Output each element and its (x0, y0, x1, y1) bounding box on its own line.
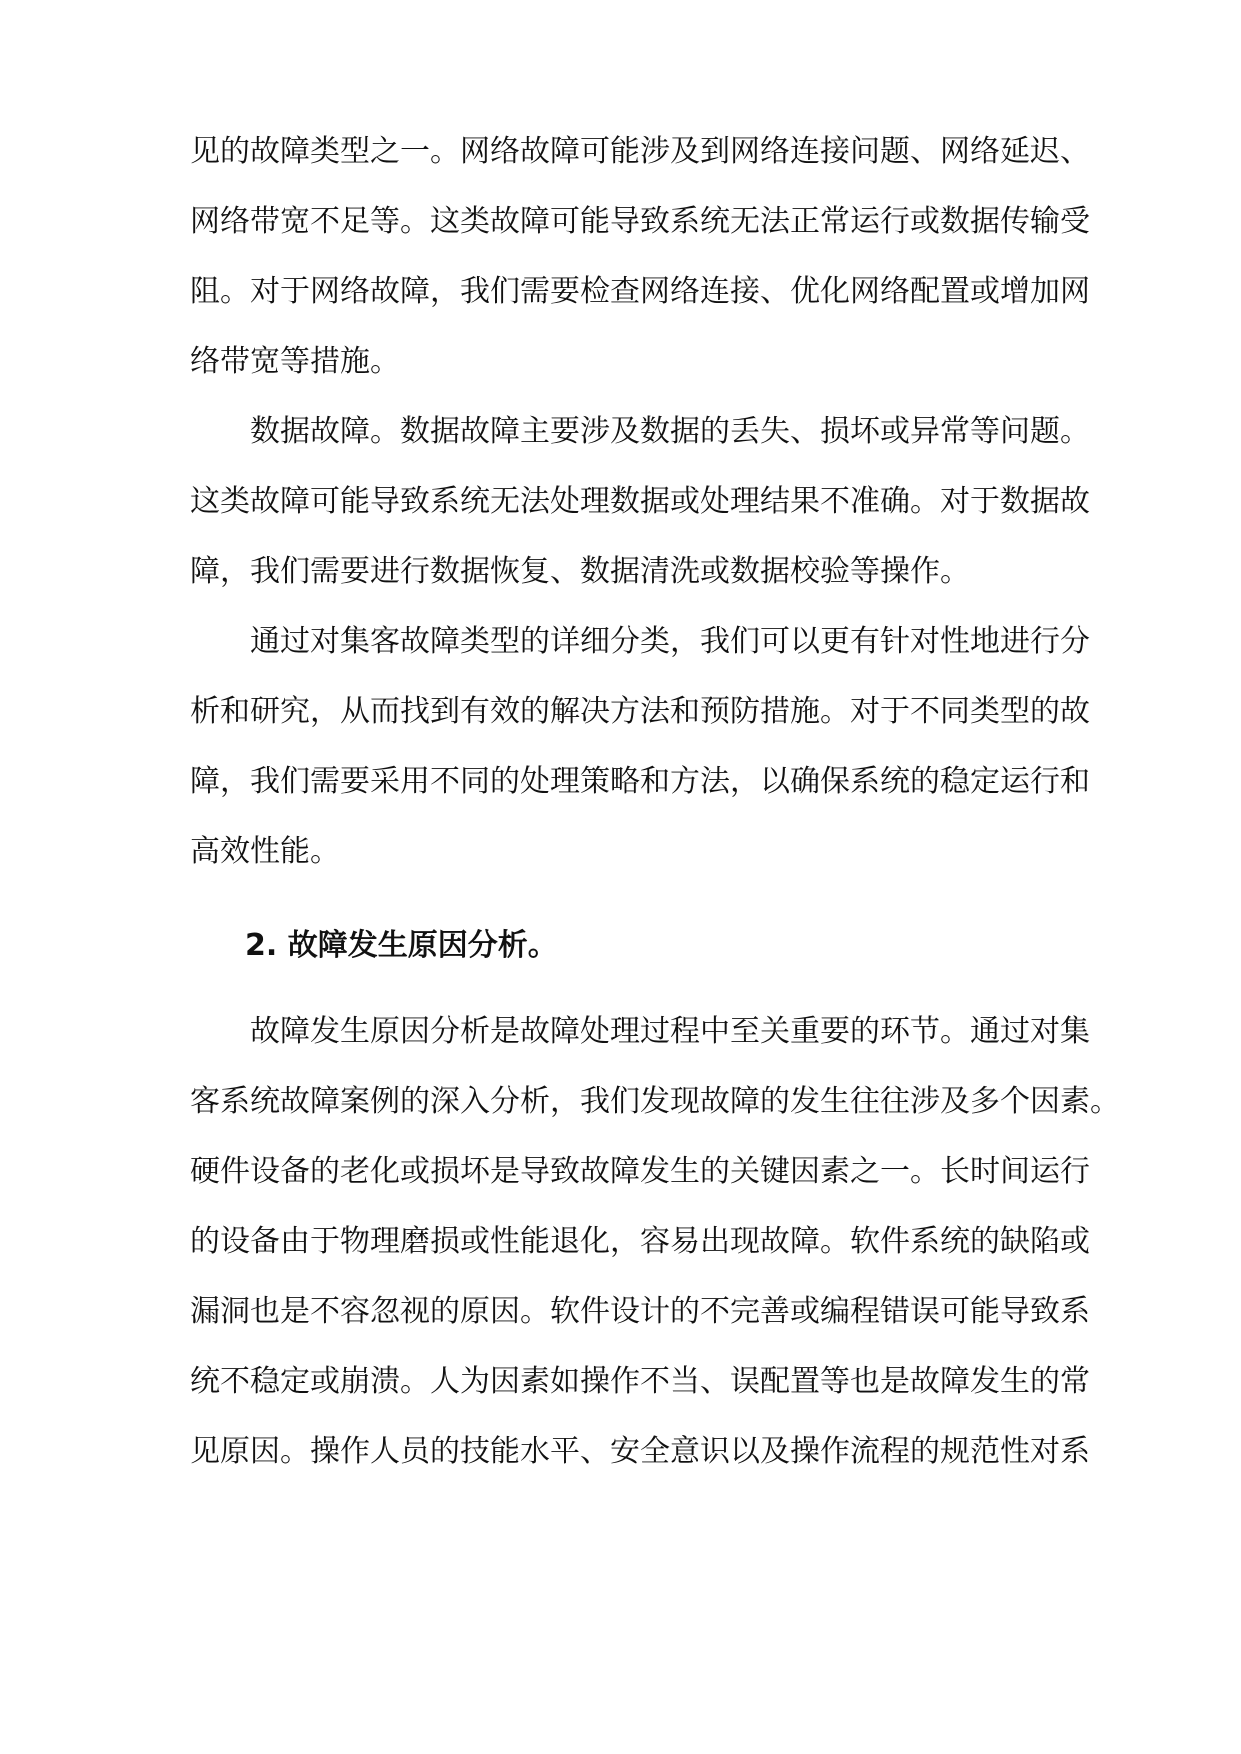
text-line: 络带宽等措施。 (190, 344, 400, 379)
text-line: 的设备由于物理磨损或性能退化，容易出现故障。软件系统的缺陷或 (190, 1224, 1090, 1259)
text-line: 故障发生原因分析是故障处理过程中至关重要的环节。通过对集 (250, 1014, 1090, 1049)
text-line: 硬件设备的老化或损坏是导致故障发生的关键因素之一。长时间运行 (190, 1154, 1090, 1189)
text-line: 阻。对于网络故障，我们需要检查网络连接、优化网络配置或增加网 (190, 274, 1090, 309)
text-line: 见的故障类型之一。网络故障可能涉及到网络连接问题、网络延迟、 (190, 134, 1090, 169)
text-line: 障，我们需要进行数据恢复、数据清洗或数据校验等操作。 (190, 554, 970, 589)
text-line: 析和研究，从而找到有效的解决方法和预防措施。对于不同类型的故 (190, 694, 1090, 729)
text-line: 通过对集客故障类型的详细分类，我们可以更有针对性地进行分 (250, 624, 1090, 659)
section-heading: 2. 故障发生原因分析。 (245, 928, 558, 963)
text-line: 见原因。操作人员的技能水平、安全意识以及操作流程的规范性对系 (190, 1434, 1090, 1469)
text-line: 数据故障。数据故障主要涉及数据的丢失、损坏或异常等问题。 (250, 414, 1090, 449)
text-line: 网络带宽不足等。这类故障可能导致系统无法正常运行或数据传输受 (190, 204, 1090, 239)
text-line: 统不稳定或崩溃。人为因素如操作不当、误配置等也是故障发生的常 (190, 1364, 1090, 1399)
text-line: 漏洞也是不容忽视的原因。软件设计的不完善或编程错误可能导致系 (190, 1294, 1090, 1329)
text-line: 高效性能。 (190, 834, 340, 869)
text-line: 这类故障可能导致系统无法处理数据或处理结果不准确。对于数据故 (190, 484, 1090, 519)
text-line: 障，我们需要采用不同的处理策略和方法，以确保系统的稳定运行和 (190, 764, 1090, 799)
text-line: 客系统故障案例的深入分析，我们发现故障的发生往往涉及多个因素。 (190, 1084, 1120, 1119)
